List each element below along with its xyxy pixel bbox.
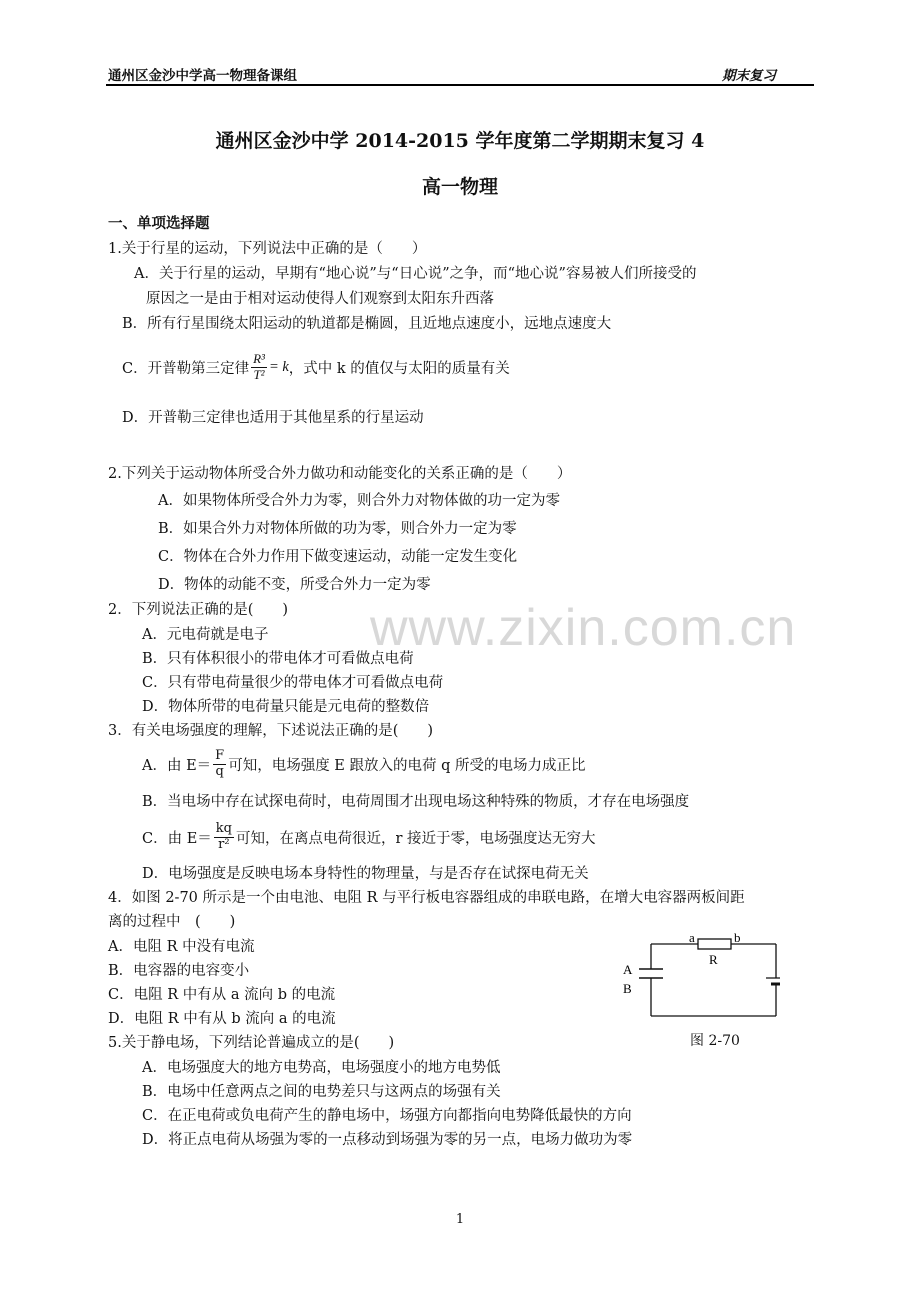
section-heading: 一、单项选择题 [108, 216, 210, 232]
question-5-stem-cont: 离的过程中 ( ) [108, 914, 236, 930]
question-2-stem: 2.下列关于运动物体所受合外力做功和动能变化的关系正确的是（ ） [108, 466, 572, 482]
question-2-option-d: D．物体的动能不变，所受合外力一定为零 [158, 577, 431, 593]
question-6-option-a: A．电场强度大的地方电势高，电场强度小的地方电势低 [142, 1060, 501, 1076]
resistor-r [698, 939, 731, 949]
field-strength-denominator: q [215, 763, 224, 779]
question-3-option-b: B．只有体积很小的带电体才可看做点电荷 [142, 651, 414, 667]
page-title: 通州区金沙中学 2014-2015 学年度第二学期期末复习 4 [215, 130, 705, 152]
coulomb-numerator: kq [215, 820, 232, 836]
question-5-option-c: C．电阻 R 中有从 a 流向 b 的电流 [108, 987, 336, 1003]
kepler-denominator: T² [253, 366, 265, 382]
figure-caption: 图 2-70 [690, 1033, 740, 1049]
question-1-option-b: B．所有行星围绕太阳运动的轨道都是椭圆，且近地点速度小，远地点速度大 [122, 316, 612, 332]
header-right: 期末复习 [722, 68, 776, 84]
question-6-option-c: C．在正电荷或负电荷产生的静电场中，场强方向都指向电势降低最快的方向 [142, 1108, 632, 1124]
coulomb-denominator: r² [218, 836, 230, 852]
label-a: a [689, 930, 695, 945]
question-5-option-d: D．电阻 R 中有从 b 流向 a 的电流 [108, 1011, 336, 1027]
coulomb-fraction [214, 822, 234, 853]
label-capital-b: B [623, 981, 632, 996]
question-4-option-b: B．当电场中存在试探电荷时，电荷周围才出现电场这种特殊的物质，才存在电场强度 [142, 794, 690, 810]
question-3-option-d: D．物体所带的电荷量只能是元电荷的整数倍 [142, 699, 430, 715]
question-3-option-a: A．元电荷就是电子 [142, 627, 269, 643]
question-4-stem: 3．有关电场强度的理解，下述说法正确的是( ) [108, 723, 434, 739]
header-left: 通州区金沙中学高一物理备课组 [108, 68, 297, 84]
label-b: b [734, 930, 741, 945]
question-5-option-b: B．电容器的电容变小 [108, 963, 250, 979]
question-4-option-c-suffix: 可知，在离点电荷很近，r 接近于零，电场强度达无穷大 [236, 830, 596, 847]
question-2-option-c: C．物体在合外力作用下做变速运动，动能一定发生变化 [158, 549, 518, 565]
question-6-option-d: D．将正点电荷从场强为零的一点移动到场强为零的另一点，电场力做功为零 [142, 1132, 633, 1148]
label-capital-a: A [623, 962, 633, 977]
question-5-stem: 4．如图 2-70 所示是一个由电池、电阻 R 与平行板电容器组成的串联电路，在增大电容器两板间距 [108, 890, 745, 906]
page-number: 1 [455, 1212, 465, 1227]
question-3-stem: 2．下列说法正确的是( ) [108, 602, 289, 618]
question-6-stem: 5.关于静电场，下列结论普遍成立的是( ) [108, 1035, 395, 1051]
kepler-fraction [251, 352, 267, 383]
page-subtitle: 高一物理 [421, 176, 498, 198]
question-4-option-a-suffix: 可知，电场强度 E 跟放入的电荷 q 所受的电场力成正比 [228, 757, 586, 774]
question-4-option-d: D．电场强度是反映电场本身特性的物理量，与是否存在试探电荷无关 [142, 866, 589, 882]
circuit-diagram [620, 928, 780, 1020]
field-strength-fraction [213, 749, 226, 780]
question-1-option-c [122, 345, 510, 389]
field-strength-numerator: F [215, 747, 225, 763]
question-4-option-c-prefix: C．由 E＝ [142, 830, 212, 847]
watermark: www.zixin.com.cn [370, 599, 797, 657]
question-3-option-c: C．只有带电荷量很少的带电体才可看做点电荷 [142, 675, 444, 691]
question-1-option-a: A．关于行星的运动，早期有“地心说”与“日心说”之争，而“地心说”容易被人们所接受的 [134, 266, 697, 282]
kepler-numerator: R³ [253, 350, 265, 366]
label-r: R [709, 952, 718, 967]
question-1-option-c-suffix: ，式中 k 的值仅与太阳的质量有关 [288, 360, 510, 377]
question-1-option-c-prefix: C．开普勒第三定律 [122, 360, 250, 377]
header-divider [106, 84, 814, 86]
question-2-option-b: B．如果合外力对物体所做的功为零，则合外力一定为零 [158, 521, 517, 537]
question-4-option-a-prefix: A．由 E＝ [142, 757, 212, 774]
kepler-equals: = k [268, 358, 289, 375]
question-4-option-a [142, 742, 586, 786]
question-2-option-a: A．如果物体所受合外力为零，则合外力对物体做的功一定为零 [158, 493, 560, 509]
question-5-option-a: A．电阻 R 中没有电流 [108, 939, 255, 955]
question-6-option-b: B．电场中任意两点之间的电势差只与这两点的场强有关 [142, 1084, 501, 1100]
question-1-option-d: D．开普勒三定律也适用于其他星系的行星运动 [122, 410, 424, 426]
question-1-option-a-cont: 原因之一是由于相对运动使得人们观察到太阳东升西落 [146, 291, 494, 307]
question-1-stem: 1.关于行星的运动，下列说法中正确的是（ ） [108, 241, 427, 257]
question-4-option-c [142, 815, 596, 859]
